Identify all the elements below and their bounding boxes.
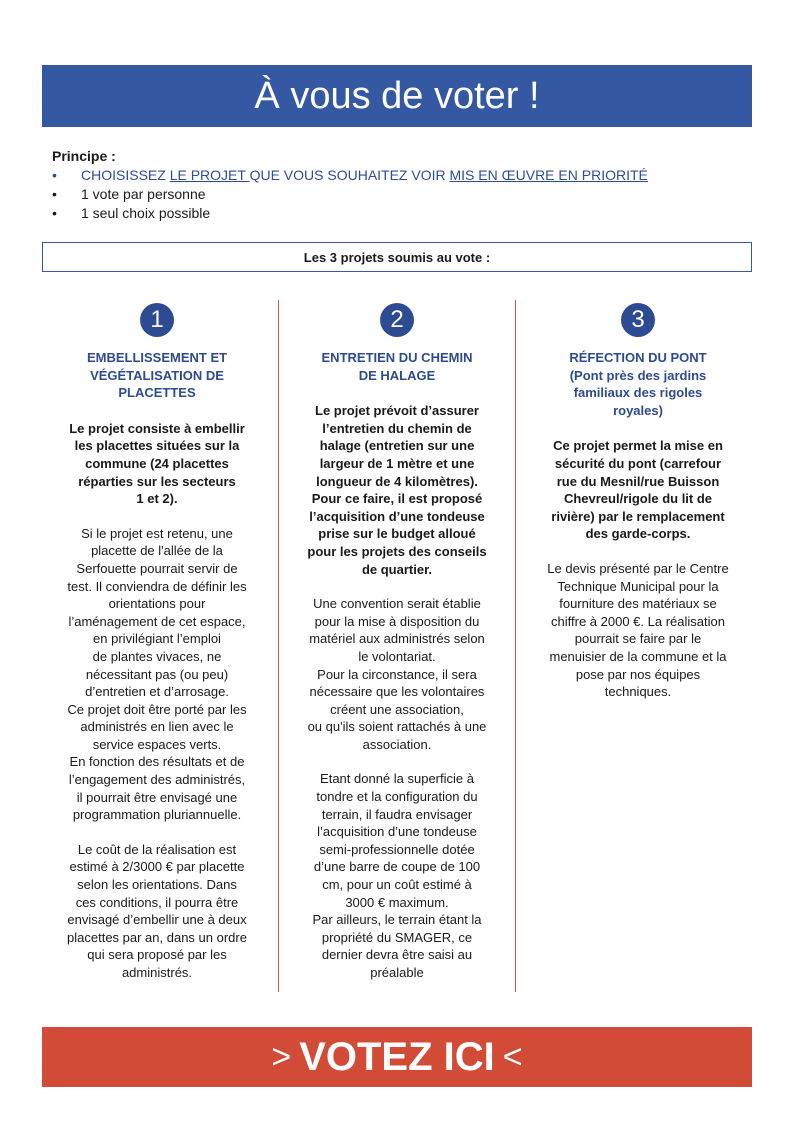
principle-list: [52, 166, 752, 223]
project-title: RÉFECTION DU PONT (Pont près des jardins familiaux des rigoles royales): [569, 350, 707, 418]
vote-suffix-arrow: <: [502, 1037, 523, 1076]
projects-heading-box: [42, 242, 752, 272]
project-column-3: [531, 303, 745, 701]
column-divider: [515, 300, 516, 992]
vote-button-label: VOTEZ ICI: [299, 1034, 495, 1079]
choose-text-3: QUE VOUS SOUHAITEZ VOIR: [249, 167, 450, 183]
choose-text-2: LE PROJET: [169, 167, 250, 183]
principle-item-one-choice: • 1 seul choix possible: [52, 204, 752, 223]
project-title: EMBELLISSEMENT ET VÉGÉTALISATION DE PLACETTES: [86, 350, 228, 401]
principle-item-choose: [52, 166, 752, 185]
principle-item-one-vote: • 1 vote par personne: [52, 185, 752, 204]
choose-text-4: MIS EN ŒUVRE EN PRIORITÉ: [449, 167, 648, 183]
page-header: [42, 65, 752, 127]
project-summary: Ce projet permet la mise en sécurité du pont (carrefour rue du Mesnil/rue Buisson Chevreul/rigole du lit de rivière) par le remplacement des garde-corps.: [551, 438, 725, 542]
vote-prefix-arrow: >: [271, 1037, 292, 1076]
projects-heading: Les 3 projets soumis au vote :: [303, 249, 491, 265]
project-number-badge: 1: [140, 303, 174, 337]
project-summary: Le projet prévoit d’assurer l’entretien du chemin de halage (entretien sur une largeur de 1 mètre et une longueur de 4 kilomètres). Pour ce faire, il est proposé l’acquisition d’une tondeuse prise sur le budget alloué pour les projets des conseils de quartier.: [307, 403, 487, 577]
project-details: Le devis présenté par le Centre Technique Municipal pour la fourniture des matériaux se chiffre à 2000 €. La réalisation pourrait se faire par le menuisier de la commune et la pose par nos équipes techniques.: [547, 560, 729, 700]
project-number-badge: 3: [621, 303, 655, 337]
principle-label: Principe :: [52, 148, 116, 164]
project-details: Si le projet est retenu, une placette de l'allée de la Serfouette pourrait servir de test. Il conviendra de définir les orientations pour l’aménagement de cet espace, en privilégiant l’emploi de plantes vivaces, ne nécessitant pas (ou peu) d’entretien et d’arrosage. Ce projet doit être porté par les administrés en lien avec le service espaces verts. En fonction des résultats et de l’engagement des administrés, il pourrait être envisagé une programmation pluriannuelle.: [67, 525, 247, 823]
project-column-1: [50, 303, 264, 982]
project-column-2: [290, 303, 504, 982]
project-cost: Etant donné la superficie à tondre et la configuration du terrain, il faudra envisager l’acquisition d’une tondeuse semi-professionnelle dotée d’une barre de coupe de 100 cm, pour un coût estimé à 3000 € maximum. Par ailleurs, le terrain étant la propriété du SMAGER, ce dernier devra être saisi au préalable: [312, 771, 482, 980]
project-title: ENTRETIEN DU CHEMIN DE HALAGE: [321, 350, 473, 383]
column-divider: [278, 300, 279, 992]
project-summary: Le projet consiste à embellir les placettes situées sur la commune (24 placettes réparties sur les secteurs 1 et 2).: [69, 420, 245, 507]
page-title: À vous de voter !: [254, 74, 540, 117]
project-details: Une convention serait établie pour la mise à disposition du matériel aux administrés selon le volontariat. Pour la circonstance, il sera nécessaire que les volontaires créent une association, ou qu'ils soient rattachés à une association.: [307, 596, 487, 752]
principle-section: [52, 147, 752, 223]
choose-text-1: CHOISISSEZ: [81, 167, 170, 183]
project-number-badge: 2: [380, 303, 414, 337]
vote-button[interactable]: [42, 1027, 752, 1087]
project-cost: Le coût de la réalisation est estimé à 2/3000 € par placette selon les orientations. Dans ces conditions, il pourra être envisagé d’embellir une à deux placettes par an, dans un ordre qui sera proposé par les administrés.: [67, 841, 247, 980]
